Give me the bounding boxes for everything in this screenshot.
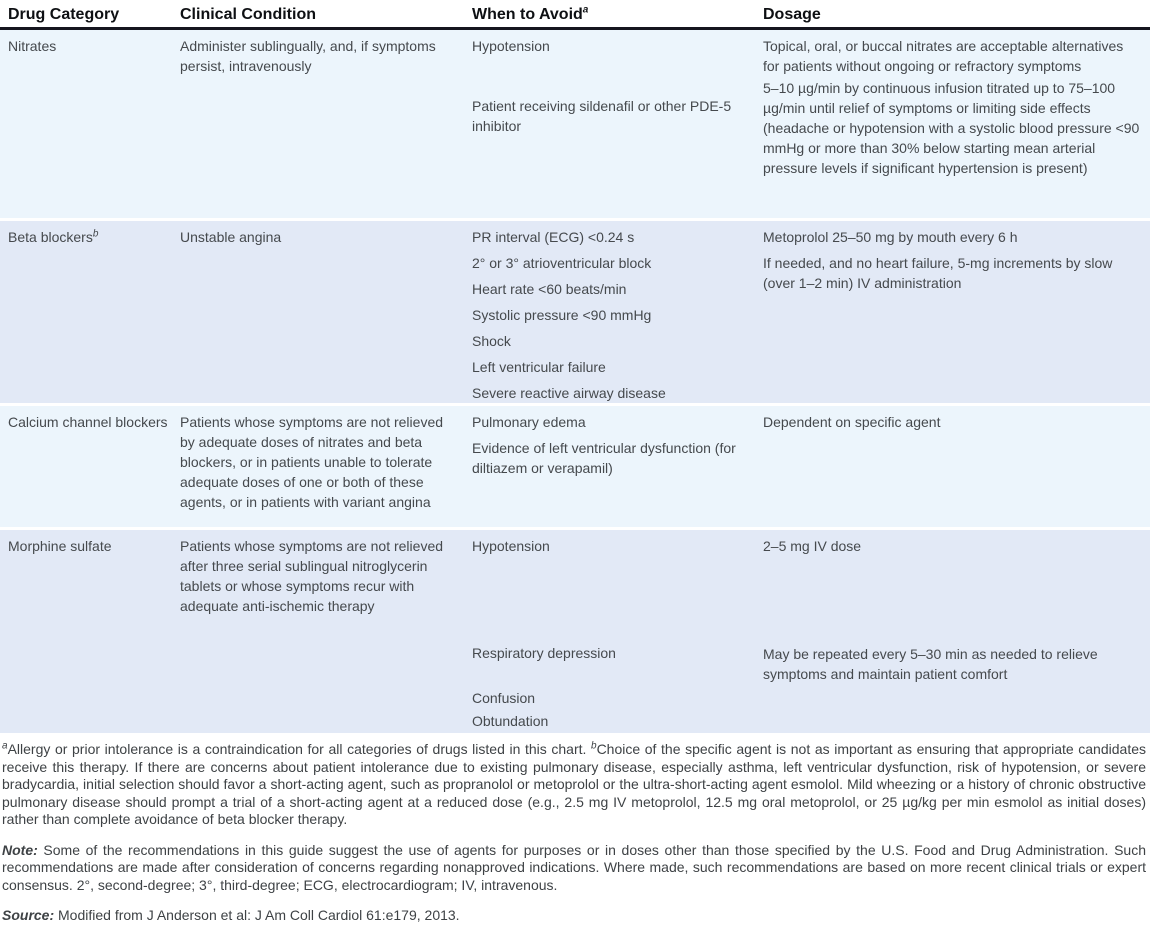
avoid-item: Left ventricular failure [472, 359, 606, 375]
when-to-avoid-cell [472, 412, 763, 527]
dosage-item: Topical, oral, or buccal nitrates are acceptable alternatives for patients without ongoing or refractory symptoms [763, 38, 1124, 74]
dosage-item: Dependent on specific agent [763, 414, 941, 430]
drug-category-cell [0, 412, 180, 527]
dosage-item: 5–10 µg/min by continuous infusion titrated up to 75–100 µg/min until relief of symptoms or limiting side effects (headache or hypotension with a systolic blood pressure <90 mmHg or more than 30% below starting mean arterial pressure levels if significant hypertension is present) [763, 80, 1140, 176]
column-header-drug-category: Drug Category [8, 5, 120, 23]
avoid-item: 2° or 3° atrioventricular block [472, 255, 652, 271]
avoid-item: Hypotension [472, 38, 550, 54]
avoid-item: Systolic pressure <90 mmHg [472, 307, 652, 323]
dosage-item: 2–5 mg IV dose [763, 538, 862, 554]
drug-category-cell [0, 36, 180, 218]
dosage-item: If needed, and no heart failure, 5-mg increments by slow (over 1–2 min) IV administration [763, 255, 1113, 291]
drug-name: Calcium channel blockers [8, 414, 168, 430]
when-to-avoid-cell [472, 36, 763, 218]
drug-category-cell [0, 536, 180, 733]
source-line [2, 907, 1146, 925]
avoid-item: Confusion [472, 690, 536, 706]
avoid-item: Obtundation [472, 713, 549, 729]
table-row [0, 403, 1150, 527]
footnote-marker-b: b [92, 228, 99, 240]
when-to-avoid-cell [472, 227, 763, 403]
clinical-condition-cell: Administer sublingually, and, if symptoms persist, intravenously [180, 38, 436, 74]
footnote-general: $^a$Allergy or prior intolerance is a contraindication for all categories of drugs listed in this chart. $^b$Choice of the specific agent is not as important as ensuring that appropriate candidates receive this therapy. If there are concerns about patient intolerance due to existing pulmonary disease, especially asthma, left ventricular dysfunction, risk of hypotension, or severe bradycardia, initial selection should favor a short-acting agent, such as propranolol or metoprolol or the ultra-short-acting agent esmolol. Mild wheezing or a history of chronic obstructive pulmonary disease should prompt a trial of a short-acting agent at a reduced dose (e.g., 2.5 mg IV metoprolol, 12.5 mg oral metoprolol, or 25 µg/kg per min esmolol as initial doses) rather than complete avoidance of beta blocker therapy. [2, 740, 1146, 827]
note-text: Some of the recommendations in this guide suggest the use of agents for purposes or in doses other than those specified by the U.S. Food and Drug Administration. Such recommendations are made after consideration of concerns regarding nonapproved indications. Where made, such recommendations are based on more recent clinical trials or expert consensus. 2°, second-degree; 3°, third-degree; ECG, electrocardiogram; IV, intravenous. [2, 841, 1146, 893]
avoid-item: Heart rate <60 beats/min [472, 281, 627, 297]
when-to-avoid-cell [472, 536, 763, 733]
table-row [0, 218, 1150, 403]
drug-category-cell [0, 227, 180, 403]
dosage-cell [763, 536, 1150, 733]
dosage-item: Metoprolol 25–50 mg by mouth every 6 h [763, 229, 1018, 245]
avoid-item: Hypotension [472, 538, 550, 554]
avoid-item: Shock [472, 333, 511, 349]
source-text: Modified from J Anderson et al: J Am Coll Cardiol 61:e179, 2013. [54, 907, 460, 923]
avoid-item: Severe reactive airway disease [472, 385, 666, 401]
avoid-item: PR interval (ECG) <0.24 s [472, 229, 635, 245]
dosage-item: May be repeated every 5–30 min as needed to relieve symptoms and maintain patient comfort [763, 646, 1098, 682]
dosage-cell [763, 412, 1150, 527]
dosage-cell [763, 227, 1150, 403]
table-row [0, 527, 1150, 733]
source-label: Source: [2, 907, 55, 923]
table-row [0, 30, 1150, 218]
dosage-cell [763, 36, 1150, 218]
clinical-condition-cell: Patients whose symptoms are not relieved by adequate doses of nitrates and beta blockers, or in patients unable to tolerate adequate doses of one or both of these agents, or in patients with variant angina [180, 414, 444, 510]
footnote-marker-a: a [582, 4, 589, 16]
footnote-marker-a: a [2, 740, 8, 752]
avoid-item: Pulmonary edema [472, 414, 586, 430]
avoid-item: Evidence of left ventricular dysfunction (for diltiazem or verapamil) [472, 440, 736, 476]
column-header-when-to-avoid [472, 4, 763, 24]
table-header-row [0, 0, 1150, 30]
note-label: Note: [2, 841, 38, 858]
drug-name: Beta blockers [8, 229, 93, 245]
footnote-note [2, 842, 1146, 895]
column-header-clinical-condition: Clinical Condition [180, 5, 316, 23]
table-body [0, 30, 1150, 733]
drug-name: Morphine sulfate [8, 538, 112, 554]
column-header-dosage: Dosage [763, 5, 821, 23]
drug-name: Nitrates [8, 38, 57, 54]
clinical-condition-cell: Unstable angina [180, 229, 282, 245]
footnote-marker-b: b [591, 740, 597, 752]
avoid-item: Respiratory depression [472, 645, 616, 661]
clinical-condition-cell: Patients whose symptoms are not relieved after three serial sublingual nitroglycerin tablets or whose symptoms recur with adequate anti-ischemic therapy [180, 538, 444, 614]
column-header-when-to-avoid-label: When to Avoid [472, 5, 583, 23]
footnotes [0, 733, 1150, 925]
avoid-item: Patient receiving sildenafil or other PDE-5 inhibitor [472, 98, 732, 134]
